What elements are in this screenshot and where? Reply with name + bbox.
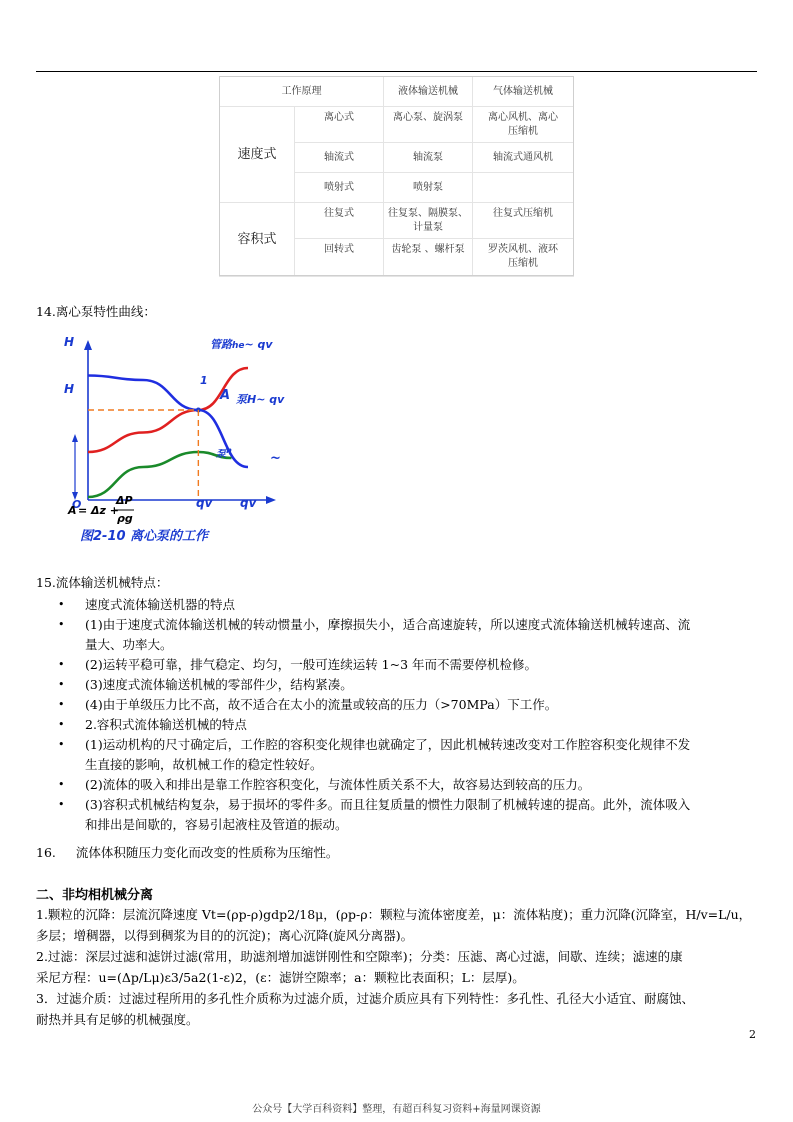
table-header-gas: 气体输送机械 (473, 77, 574, 107)
formula-lhs: A (68, 504, 77, 517)
pump-head-label-prefix: 泵 (236, 393, 247, 406)
list-item-continuation (58, 635, 758, 655)
pipe-curve-label-sub: he (232, 341, 245, 351)
list-item: • (1)由于速度式流体输送机械的转动惯量小，摩擦损失小，适合高速旋转，所以速度式流体输送机械转速高、流 (58, 615, 758, 635)
operating-point-number: 1 (200, 374, 208, 387)
section-2-heading: 二、非均相机械分离 (36, 888, 154, 903)
table-cell: 罗茨风机、液环 压缩机 (473, 239, 574, 277)
table-header-liquid: 液体输送机械 (384, 77, 473, 107)
table-cell: 往复泵、隔膜泵、 计量泵 (384, 203, 473, 239)
paragraph-line: 耐热并具有足够的机械强度。 (36, 1012, 199, 1027)
origin-label: O (72, 498, 82, 511)
machine-classification-table (219, 76, 574, 277)
list-item: • (3)速度式流体输送机械的零部件少，结构紧凑。 (58, 675, 758, 695)
pipe-curve-label (210, 338, 273, 351)
item-14-heading: 14.离心泵特性曲线： (36, 304, 156, 319)
formula-denominator: ρg (117, 512, 133, 525)
pump-efficiency-tilde: ~ (270, 451, 281, 466)
list-item: • (1)运动机构的尺寸确定后，工作腔的容积变化规律也就确定了，因此机械转速改变对工作腔容积变化规律不发 (58, 735, 758, 755)
formula-mid: = Δz + (78, 504, 120, 517)
x-axis-label-qv: qv (240, 496, 257, 510)
footer-note: 公众号【大学百科资料】整理，有超百科复习资料+海量网课资源 (252, 1104, 541, 1115)
x-axis-arrow (266, 496, 276, 504)
table-cell: 喷射式 (295, 173, 384, 203)
pump-eff-label-prefix: 泵 (216, 449, 226, 460)
paragraph-line: 1.颗粒的沉降：层流沉降速度 Vt=(ρp-ρ)gdp2/18μ，(ρp-ρ：颗粒与流体密度差，μ：流体粘度)；重力沉降(沉降室，H/v=L/u， (36, 907, 752, 922)
item-16-text: 流体体积随压力变化而改变的性质称为压缩性。 (75, 845, 339, 860)
y-axis-label-top: H (64, 335, 75, 349)
paragraph-filter-medium (36, 988, 758, 1030)
header-rule (36, 71, 757, 72)
paragraph-line: 多层；增稠器，以得到稠浆为目的的沉淀)；离心沉降(旋风分离器)。 (36, 928, 414, 943)
page-number: 2 (749, 1028, 756, 1041)
list-item: • 2.容积式流体输送机械的特点 (58, 715, 758, 735)
list-item-continuation (58, 755, 758, 775)
list-item-continuation (58, 815, 758, 835)
group-velocity-type: 速度式 (220, 107, 295, 203)
item-16 (36, 843, 338, 863)
item-16-number: 16. (36, 845, 56, 860)
y-axis-arrow (84, 340, 92, 350)
table-cell: 回转式 (295, 239, 384, 277)
paragraph-line: 2.过滤：深层过滤和滤饼过滤(常用，助滤剂增加滤饼刚性和空隙率)；分类：压滤、离心过滤，间歇、连续；滤速的康 (36, 949, 683, 964)
pump-eff-label-eta: η (226, 446, 232, 455)
table-cell: 轴流式通风机 (473, 143, 574, 173)
group-volumetric-type: 容积式 (220, 203, 295, 277)
chart-caption: 图2-10 离心泵的工作 (80, 529, 209, 544)
table-header-principle: 工作原理 (220, 77, 384, 107)
table-cell: 离心风机、离心 压缩机 (473, 107, 574, 143)
table-cell: 往复式压缩机 (473, 203, 574, 239)
formula-numerator: ΔP (116, 494, 133, 507)
pipe-curve-label-prefix: 管路 (210, 338, 232, 351)
x-axis-label-qv-mid: qv (196, 496, 213, 510)
paragraph-filtration (36, 946, 758, 988)
pump-head-label-suffix: H~ qv (247, 393, 285, 406)
pump-characteristic-chart (50, 330, 310, 550)
head-arrow-top (72, 434, 78, 442)
continuation-text: 和排出是间歇的，容易引起液柱及管道的振动。 (85, 817, 348, 832)
continuation-text: 量大、功率大。 (85, 637, 173, 652)
item-15-heading: 15.流体输送机械特点： (36, 575, 169, 590)
table-cell: 轴流式 (295, 143, 384, 173)
table-cell (473, 173, 574, 203)
list-item: • 速度式流体输送机器的特点 (58, 595, 758, 615)
pipe-curve-label-suffix: ~ qv (244, 338, 273, 351)
paragraph-line: 3．过滤介质：过滤过程所用的多孔性介质称为过滤介质，过滤介质应具有下列特性：多孔性、孔径大小适宜、耐腐蚀、 (36, 991, 694, 1006)
paragraph-line: 采尼方程：u=(Δp/Lμ)ε3/5a2(1-ε)2，(ε：滤饼空隙率；a：颗粒比表面积；L：层厚)。 (36, 970, 525, 985)
list-item: • (2)运转平稳可靠，排气稳定、均匀，一般可连续运转 1~3 年而不需要停机检修。 (58, 655, 758, 675)
y-axis-label-h: H (64, 382, 75, 396)
table-cell: 离心式 (295, 107, 384, 143)
continuation-text: 生直接的影响，故机械工作的稳定性较好。 (85, 757, 323, 772)
table-cell: 离心泵、旋涡泵 (384, 107, 473, 143)
features-list (58, 595, 758, 835)
table-cell: 齿轮泵 、螺杆泵 (384, 239, 473, 277)
operating-point-a-label: A (220, 388, 231, 403)
list-item: • (2)流体的吸入和排出是靠工作腔容积变化，与流体性质关系不大，故容易达到较高的压力。 (58, 775, 758, 795)
curve-series-2 (88, 452, 231, 497)
table-cell: 轴流泵 (384, 143, 473, 173)
table-cell: 往复式 (295, 203, 384, 239)
pump-head-curve-label (236, 393, 285, 406)
list-item: • (3)容积式机械结构复杂，易于损坏的零件多。而且往复质量的惯性力限制了机械转速的提高。此外，流体吸入 (58, 795, 758, 815)
table-cell: 喷射泵 (384, 173, 473, 203)
list-item: • (4)由于单级压力比不高，故不适合在太小的流量或较高的压力（>70MPa）下工作。 (58, 695, 758, 715)
paragraph-sedimentation (36, 904, 758, 946)
